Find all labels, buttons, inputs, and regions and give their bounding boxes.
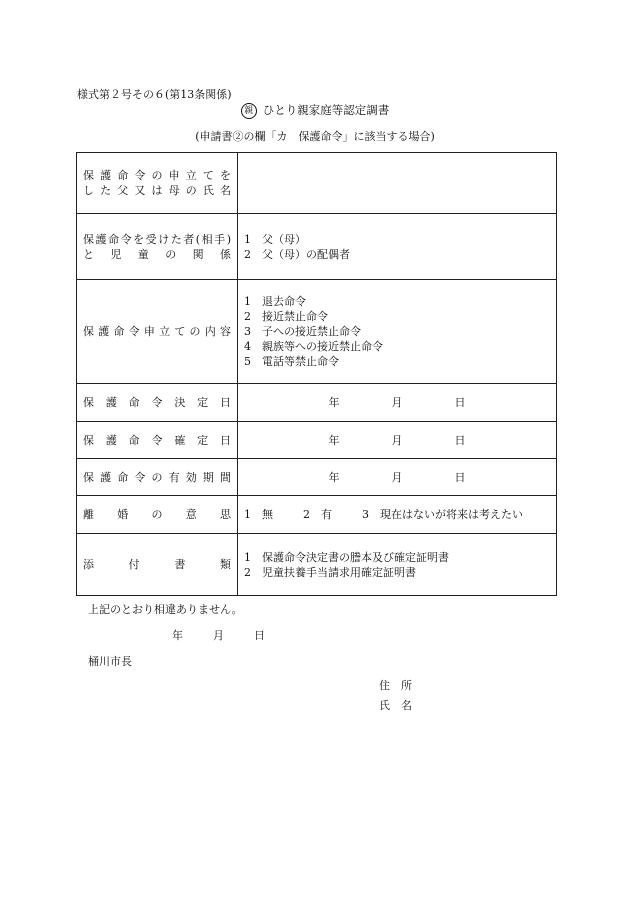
divorce-intention-options[interactable]	[238, 496, 557, 534]
document-subtitle: (申請書②の欄「カ 保護命令」に該当する場合)	[195, 130, 435, 143]
year-unit: 年	[172, 629, 183, 642]
attachments-options[interactable]	[238, 534, 557, 596]
form-number: 様式第２号その６(第13条関係)	[77, 88, 232, 101]
month-unit: 月	[391, 433, 403, 447]
circled-mark: 親	[241, 103, 257, 119]
title-text: ひとり親家庭等認定調書	[262, 103, 390, 117]
table-row	[77, 422, 557, 459]
confirmation-text: 上記のとおり相違ありません。	[88, 603, 243, 616]
option-item[interactable]: 2 父（母）の配偶者	[244, 247, 350, 261]
label-order-content: 保護命令申立ての内容	[77, 280, 238, 384]
decision-date-field[interactable]	[238, 384, 557, 422]
label-valid-period: 保護命令の有効期間	[77, 459, 238, 496]
day-unit: 日	[254, 629, 265, 642]
label-decision-date: 保護命令決定日	[77, 384, 238, 422]
option-item[interactable]: 1 無	[244, 508, 273, 521]
applicant-name-field[interactable]	[238, 153, 557, 214]
confirm-date-field[interactable]	[238, 422, 557, 459]
option-item[interactable]: 3 子への接近禁止命令	[244, 325, 361, 338]
label-relationship: 保護命令を受けた者(相手) と児童の関係	[77, 214, 238, 280]
year-unit: 年	[328, 396, 340, 409]
table-row	[77, 280, 557, 384]
table-row	[77, 153, 557, 214]
month-unit: 月	[391, 470, 403, 484]
table-row	[77, 214, 557, 280]
month-unit: 月	[391, 396, 403, 409]
day-unit: 日	[454, 396, 466, 409]
table-row	[77, 534, 557, 596]
label-attachments: 添付書類	[77, 534, 238, 596]
valid-period-field[interactable]	[238, 459, 557, 496]
option-item[interactable]: 2 有	[303, 508, 332, 521]
option-item[interactable]: 1 退去命令	[244, 295, 306, 308]
table-row	[77, 496, 557, 534]
addressee: 桶川市長	[88, 655, 132, 668]
order-content-options[interactable]	[238, 280, 557, 384]
month-unit: 月	[213, 629, 224, 642]
year-unit: 年	[328, 433, 340, 447]
option-item[interactable]: 5 電話等禁止命令	[244, 355, 339, 368]
table-row	[77, 459, 557, 496]
address-label: 住 所	[379, 679, 412, 692]
document-title	[0, 102, 630, 119]
relationship-options[interactable]	[238, 214, 557, 280]
label-applicant-name: 保護命令の申立てを した父又は母の氏名	[77, 153, 238, 214]
day-unit: 日	[454, 433, 466, 447]
label-confirm-date: 保護命令確定日	[77, 422, 238, 459]
label-divorce-intention: 離婚の意思	[77, 496, 238, 534]
option-item[interactable]: 2 児童扶養手当請求用確定証明書	[244, 565, 416, 579]
day-unit: 日	[454, 470, 466, 484]
option-item[interactable]: 1 父（母）	[244, 232, 306, 246]
table-row	[77, 384, 557, 422]
option-item[interactable]: 2 接近禁止命令	[244, 310, 328, 323]
year-unit: 年	[328, 470, 340, 484]
signature-date[interactable]	[172, 627, 295, 643]
option-item[interactable]: 3 現在はないが将来は考えたい	[362, 508, 523, 521]
form-table	[76, 152, 557, 596]
name-label: 氏 名	[379, 699, 412, 712]
option-item[interactable]: 1 保護命令決定書の謄本及び確定証明書	[244, 550, 449, 564]
option-item[interactable]: 4 親族等への接近禁止命令	[244, 340, 383, 353]
